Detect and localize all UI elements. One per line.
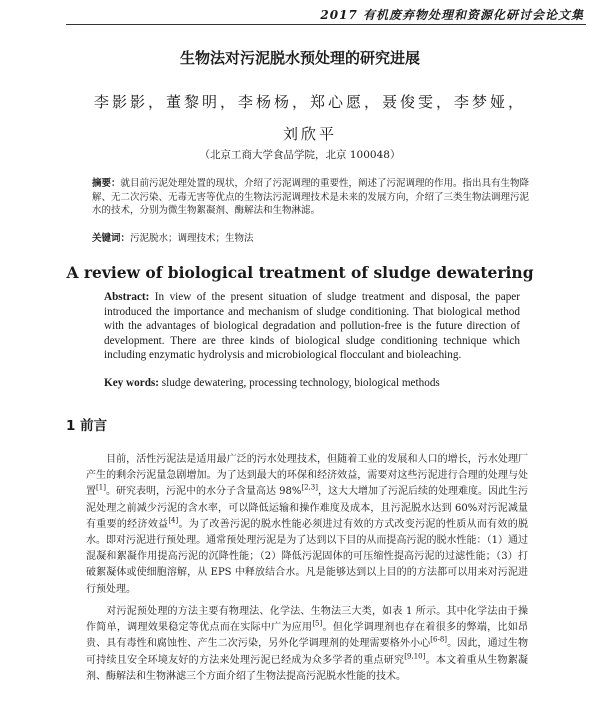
p1-text-c: ，这大大增加了污泥后续的处理难度。因此生污泥处理之前减少污泥的含水率，可以降低运输和操作难度及成本，且污泥脱水达到 60%对污泥减量有重要的经济效益 — [86, 486, 529, 530]
affiliation: （北京工商大学食品学院，北京 100048） — [199, 149, 401, 161]
chinese-keywords — [92, 230, 534, 244]
citation-3: [4] — [168, 516, 179, 525]
english-keywords-text: sludge dewatering, processing technology, biological methods — [159, 377, 440, 389]
authors — [90, 86, 530, 150]
english-abstract-text: In view of the present situation of sludge treatment and disposal, the paper introduced the importance and mechanism of sludge conditioning. That biological method with the advantages of biological degradation and pollution-free is the future direction of development. There are three kinds of biological sludge conditioning technique which including enzymatic hydrolysis and microbiological flocculant and bioleaching. — [104, 291, 520, 362]
p2-text-a: 对污泥预处理的方法主要有物理法、化学法、生物法三大类，如表 1 所示。其中化学法由于操作简单，调理效果稳定等优点而在实际中广为应用 — [86, 606, 528, 634]
p1-text-a: 目前，活性污泥法是适用最广泛的污水处理技术，但随着工业的发展和人口的增长，污水处理厂产生的剩余污泥量急剧增加。为了达到最大的环保和经济效益，需要对这些污泥进行合理的处理与处置 — [86, 454, 528, 498]
chinese-title: 生物法对污泥脱水预处理的研究进展 — [179, 49, 420, 67]
citation-5: [6-8] — [430, 636, 447, 645]
running-header: 2017 有机废弃物处理和资源化研讨会论文集 — [320, 8, 584, 22]
authors-line-1: 李影影，董黎明，李杨杨，郑心愿，聂俊雯，李梦娅， — [93, 93, 526, 111]
paragraph-2 — [86, 604, 528, 685]
header-rule — [66, 24, 586, 25]
p2-text-b: 。但化学调理剂也存在着很多的弊端，比如昂贵、具有毒性和腐蚀性、产生二次污染，另外化学调理剂的处理需要格外小心 — [86, 622, 529, 650]
english-keywords-label: Key words: — [104, 377, 159, 389]
citation-2: [2,3] — [301, 484, 318, 493]
section-heading: 1 前言 — [66, 418, 108, 434]
english-abstract — [104, 290, 520, 363]
p1-text-d: 。为了改善污泥的脱水性能必须进过有效的方式改变污泥的性质从而有效的脱水。即对污泥进行预处理。通常预处理污泥是为了达到以下目的从而提高污泥的脱水性能：（1）通过混凝和絮凝作用提高污泥的沉降性能；（2）降低污泥固体的可压缩性提高污泥的过滤性能；（3）打破絮凝体或使细胞溶解，从 EPS 中释放结合水。凡是能够达到以上目的的方法都可以用来对污泥进行预处理。 — [86, 518, 529, 595]
chinese-abstract-text: 就目前污泥处理处置的现状，介绍了污泥调理的重要性，阐述了污泥调理的作用。指出具有生物降解、无二次污染、无毒无害等优点的生物法污泥调理技术是未来的发展方向，介绍了三类生物法调理污泥水的技术，分别为微生物絮凝剂、酶解法和生物淋滤。 — [92, 178, 530, 216]
citation-6: [9,10] — [404, 652, 426, 661]
english-abstract-label: Abstract: — [104, 291, 150, 303]
chinese-abstract — [92, 177, 534, 218]
p2-text-c: 。因此，通过生物可持续且安全环境友好的方法来处理污泥已经成为众多学者的重点研究 — [86, 638, 529, 666]
paragraph-1 — [86, 452, 528, 598]
chinese-keywords-label: 关键词： — [92, 233, 131, 244]
chinese-keywords-text: 污泥脱水；调理技术；生物法 — [130, 233, 254, 244]
citation-1: [1] — [96, 484, 106, 493]
chinese-abstract-label: 摘要： — [92, 178, 121, 189]
p2-text-d: 。本文着重从生物絮凝剂、酶解法和生物淋滤三个方面介绍了生物法提高污泥脱水性能的技术。 — [86, 654, 529, 682]
p1-text-b: 。研究表明，污泥中的水分子含量高达 98% — [105, 486, 302, 498]
citation-4: [5] — [312, 619, 323, 628]
english-keywords — [104, 377, 520, 389]
authors-line-2: 刘欣平 — [282, 125, 337, 143]
english-title: A review of biological treatment of sludge dewatering — [66, 263, 534, 282]
